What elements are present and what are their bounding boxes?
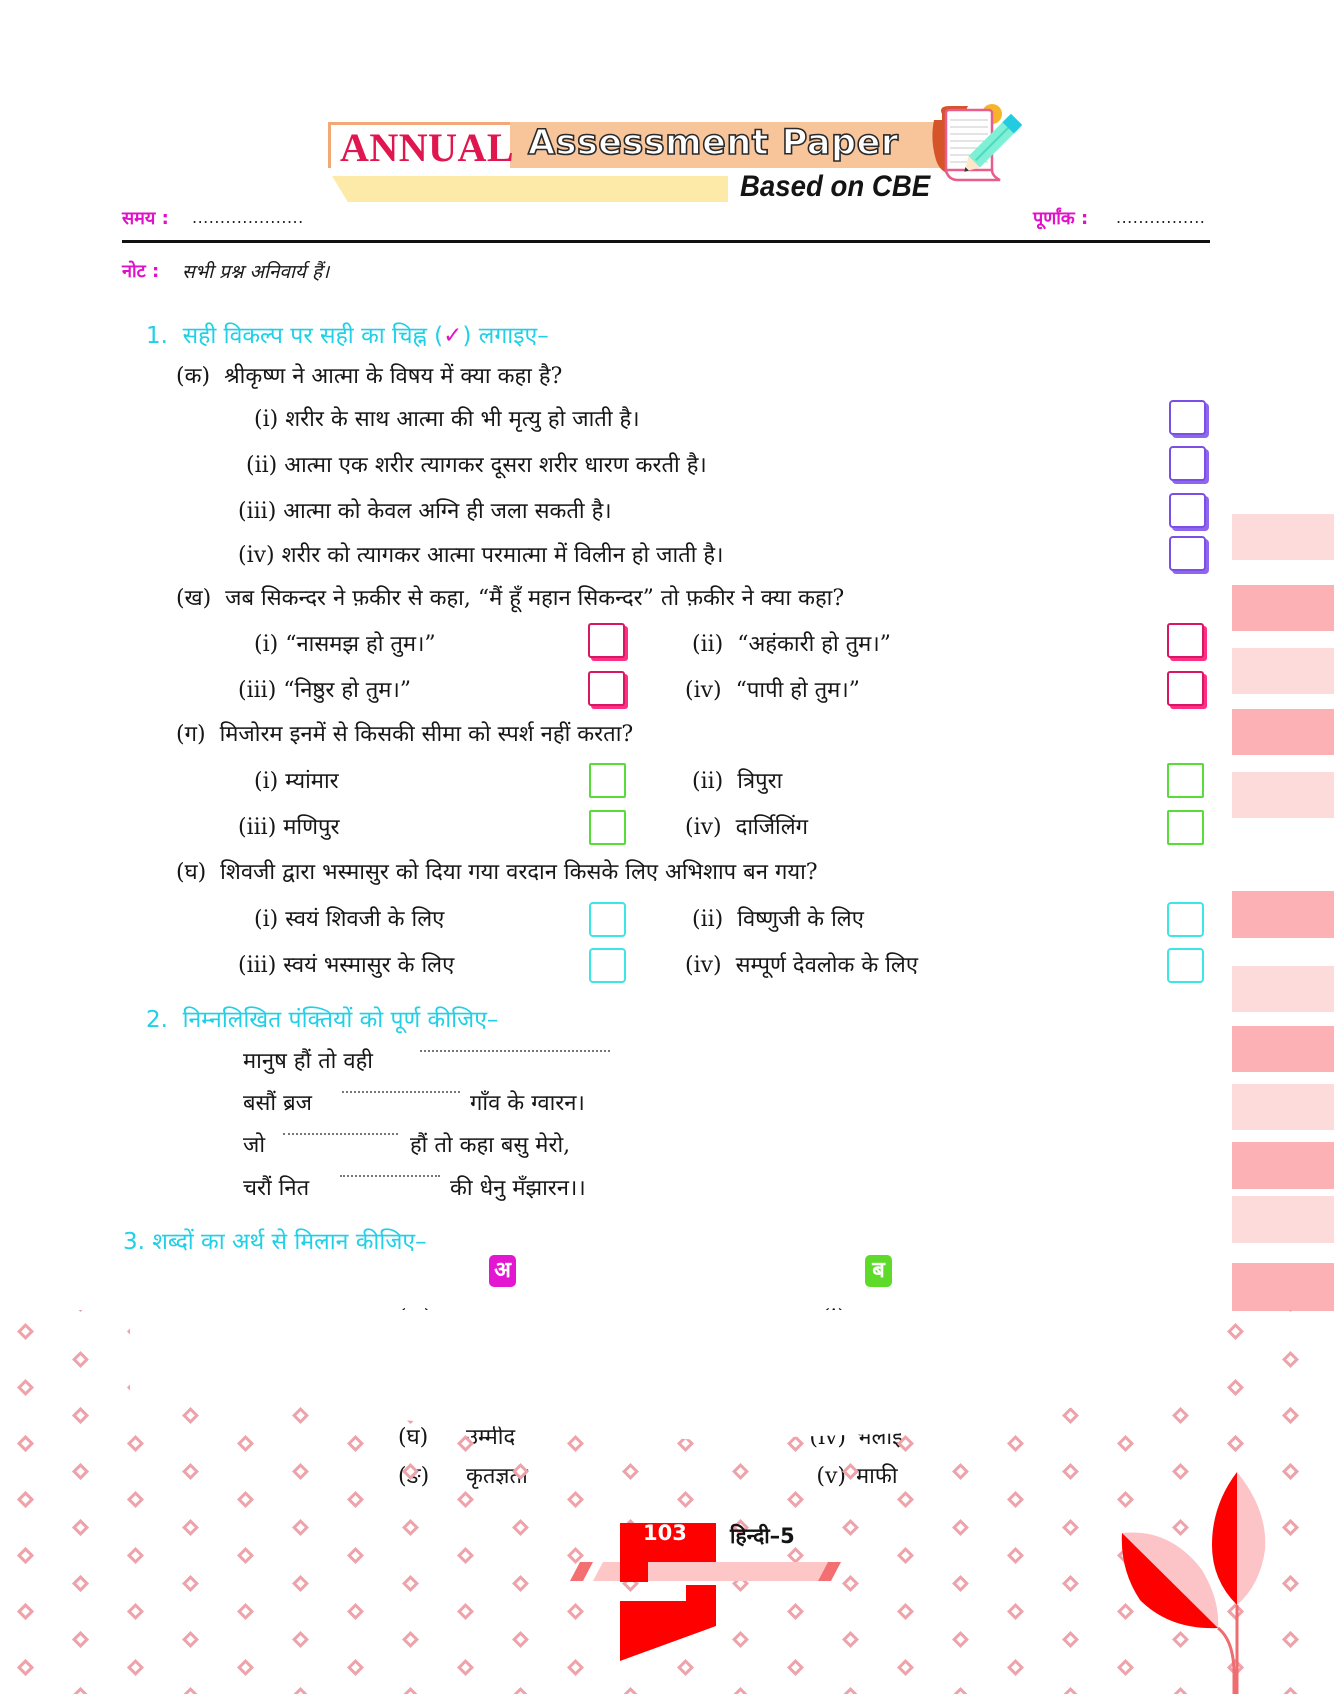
option-row: [685, 949, 918, 979]
q3-title: शब्दों का अर्थ से मिलान कीजिए–: [152, 1229, 427, 1255]
option-text: “पापी हो तुम।”: [735, 678, 860, 703]
q3-heading: [123, 1224, 427, 1256]
answer-checkbox-ga-iv[interactable]: [1167, 810, 1204, 845]
q2-heading: [146, 1002, 498, 1034]
fill-blank-2[interactable]: [342, 1090, 460, 1093]
subtitle-banner-bg: [332, 176, 728, 202]
poem-line-2: [243, 1087, 312, 1117]
option-text: स्वयं शिवजी के लिए: [285, 907, 445, 932]
option-num: (ii): [246, 453, 278, 478]
part-label: (ग): [176, 722, 206, 747]
stripe: [1232, 709, 1334, 755]
answer-checkbox-ka-ii[interactable]: [1169, 446, 1206, 481]
option-row: [254, 403, 640, 433]
option-row: [254, 765, 339, 795]
q1-number: 1.: [146, 323, 168, 349]
leaf-plant-icon: [1100, 1420, 1334, 1694]
answer-checkbox-ga-iii[interactable]: [589, 810, 626, 845]
q3-number: 3.: [123, 1229, 145, 1255]
answer-checkbox-ga-ii[interactable]: [1167, 763, 1204, 798]
poem-text: चरौं नित: [243, 1176, 310, 1201]
option-num: (iv): [685, 678, 722, 703]
answer-checkbox-ka-i[interactable]: [1169, 400, 1206, 435]
answer-checkbox-ka-iv[interactable]: [1169, 536, 1206, 571]
book-title: हिन्दी–5: [730, 1524, 795, 1548]
note-label: नोट :: [122, 261, 160, 282]
answer-checkbox-kha-iii[interactable]: [588, 671, 625, 706]
note-text: सभी प्रश्न अनिवार्य हैं।: [182, 261, 330, 283]
part-question: शिवजी द्वारा भस्मासुर को दिया गया वरदान किसके लिए अभिशाप बन गया?: [220, 860, 818, 885]
option-text: “नासमझ हो तुम।”: [285, 632, 436, 657]
option-num: (iii): [238, 815, 277, 840]
stripe: [1232, 648, 1334, 694]
stripe: [1232, 1084, 1334, 1130]
option-text: शरीर के साथ आत्मा की भी मृत्यु हो जाती है।: [285, 407, 640, 432]
option-row: [692, 628, 891, 658]
poem-line-3-end: हौं तो कहा बसु मेरो,: [410, 1133, 571, 1158]
stripe: [1232, 585, 1334, 631]
option-text: दार्जिलिंग: [735, 815, 809, 840]
fill-blank-4[interactable]: [340, 1174, 440, 1177]
fill-blank-3[interactable]: [283, 1132, 398, 1135]
option-text: म्यांमार: [285, 769, 339, 794]
marks-field[interactable]: ................: [1116, 208, 1206, 227]
header-divider: [122, 240, 1210, 243]
option-row: [238, 949, 454, 979]
part-label: (क): [176, 364, 211, 389]
part-question: जब सिकन्दर ने फ़कीर से कहा, “मैं हूँ महान सिकन्दर” तो फ़कीर ने क्या कहा?: [225, 586, 845, 611]
option-text: स्वयं भस्मासुर के लिए: [283, 953, 455, 978]
poem-line-1: [243, 1045, 373, 1075]
column-b-badge: ब: [865, 1255, 892, 1287]
stripe: [1232, 966, 1334, 1012]
option-text: विष्णुजी के लिए: [737, 907, 864, 932]
stripe: [1232, 514, 1334, 560]
part-question: श्रीकृष्ण ने आत्मा के विषय में क्या कहा है?: [224, 364, 563, 389]
answer-checkbox-kha-ii[interactable]: [1167, 623, 1204, 658]
option-text: त्रिपुरा: [737, 769, 783, 794]
annual-label: ANNUAL: [340, 125, 515, 170]
time-field[interactable]: ....................: [192, 208, 304, 227]
answer-checkbox-kha-i[interactable]: [588, 623, 625, 658]
q2-title: निम्नलिखित पंक्तियों को पूर्ण कीजिए–: [182, 1007, 499, 1033]
q1-part-gha: [176, 856, 818, 886]
option-row: [685, 811, 808, 841]
option-num: (i): [254, 632, 279, 657]
poem-text: बसौं ब्रज: [243, 1091, 313, 1116]
option-row: [238, 811, 340, 841]
q1-title-end: ) लगाइए–: [462, 323, 549, 349]
option-num: (iv): [685, 815, 722, 840]
option-num: (iv): [685, 953, 722, 978]
option-text: सम्पूर्ण देवलोक के लिए: [735, 953, 919, 978]
poem-line-4: [243, 1172, 309, 1202]
part-label: (ख): [176, 586, 212, 611]
stripe: [1232, 891, 1334, 938]
stripe: [1232, 1026, 1334, 1072]
option-text: “अहंकारी हो तुम।”: [737, 632, 891, 657]
option-text: शरीर को त्यागकर आत्मा परमात्मा में विलीन हो जाती है।: [281, 543, 724, 568]
q1-heading: [146, 318, 549, 350]
option-num: (ii): [692, 769, 724, 794]
option-row: [685, 674, 860, 704]
page-subtitle: Based on CBE: [740, 170, 931, 203]
option-row: [254, 903, 444, 933]
option-row: [692, 903, 864, 933]
q1-part-ga: [176, 718, 633, 748]
poem-line-3: [243, 1129, 265, 1159]
poem-text: मानुष हौं तो वही: [243, 1049, 373, 1074]
option-row: [238, 539, 723, 569]
stripe: [1232, 772, 1334, 818]
option-row: [238, 495, 612, 525]
answer-checkbox-gha-iv[interactable]: [1167, 948, 1204, 983]
option-text: आत्मा एक शरीर त्यागकर दूसरा शरीर धारण करती है।: [284, 453, 707, 478]
answer-checkbox-ka-iii[interactable]: [1169, 493, 1206, 528]
page-ribbon: [560, 1505, 860, 1665]
answer-checkbox-kha-iv[interactable]: [1167, 671, 1204, 706]
option-num: (i): [254, 769, 279, 794]
q1-title: सही विकल्प पर सही का चिह्न (: [182, 323, 444, 349]
option-text: मणिपुर: [283, 815, 340, 840]
answer-checkbox-gha-iii[interactable]: [589, 948, 626, 983]
option-num: (ii): [692, 632, 724, 657]
option-row: [692, 765, 782, 795]
option-num: (i): [254, 407, 279, 432]
marks-label: पूर्णांक :: [1033, 208, 1089, 229]
option-num: (iv): [238, 543, 275, 568]
stripe: [1232, 1263, 1334, 1311]
poem-line-2-end: गाँव के ग्वारन।: [470, 1091, 585, 1116]
option-row: [238, 674, 411, 704]
notepad-pencil-icon: [928, 100, 1038, 190]
option-num: (ii): [692, 907, 724, 932]
option-num: (iii): [238, 678, 277, 703]
option-num: (iii): [238, 499, 277, 524]
time-label: समय :: [122, 208, 169, 229]
q2-number: 2.: [146, 1007, 168, 1033]
q1-part-ka: [176, 360, 562, 390]
poem-line-4-end: की धेनु मँझारन।।: [450, 1176, 586, 1201]
q1-part-kha: [176, 582, 844, 612]
option-num: (iii): [238, 953, 277, 978]
answer-checkbox-gha-ii[interactable]: [1167, 902, 1204, 937]
page-number: 103: [643, 1521, 687, 1545]
part-label: (घ): [176, 860, 207, 885]
check-mark-icon: ✓: [443, 323, 463, 349]
option-text: “निष्ठुर हो तुम।”: [283, 678, 412, 703]
column-a-badge: अ: [489, 1255, 516, 1287]
stripe: [1232, 1196, 1334, 1243]
option-num: (i): [254, 907, 279, 932]
option-text: आत्मा को केवल अग्नि ही जला सकती है।: [283, 499, 612, 524]
option-row: [254, 628, 436, 658]
option-row: [246, 449, 707, 479]
page-title: Assessment Paper: [528, 123, 899, 163]
fill-blank-1[interactable]: [420, 1049, 610, 1052]
poem-text: जो: [243, 1133, 266, 1158]
answer-checkbox-gha-i[interactable]: [589, 902, 626, 937]
part-question: मिजोरम इनमें से किसकी सीमा को स्पर्श नहीं करता?: [219, 722, 634, 747]
answer-checkbox-ga-i[interactable]: [589, 763, 626, 798]
stripe: [1232, 1142, 1334, 1189]
